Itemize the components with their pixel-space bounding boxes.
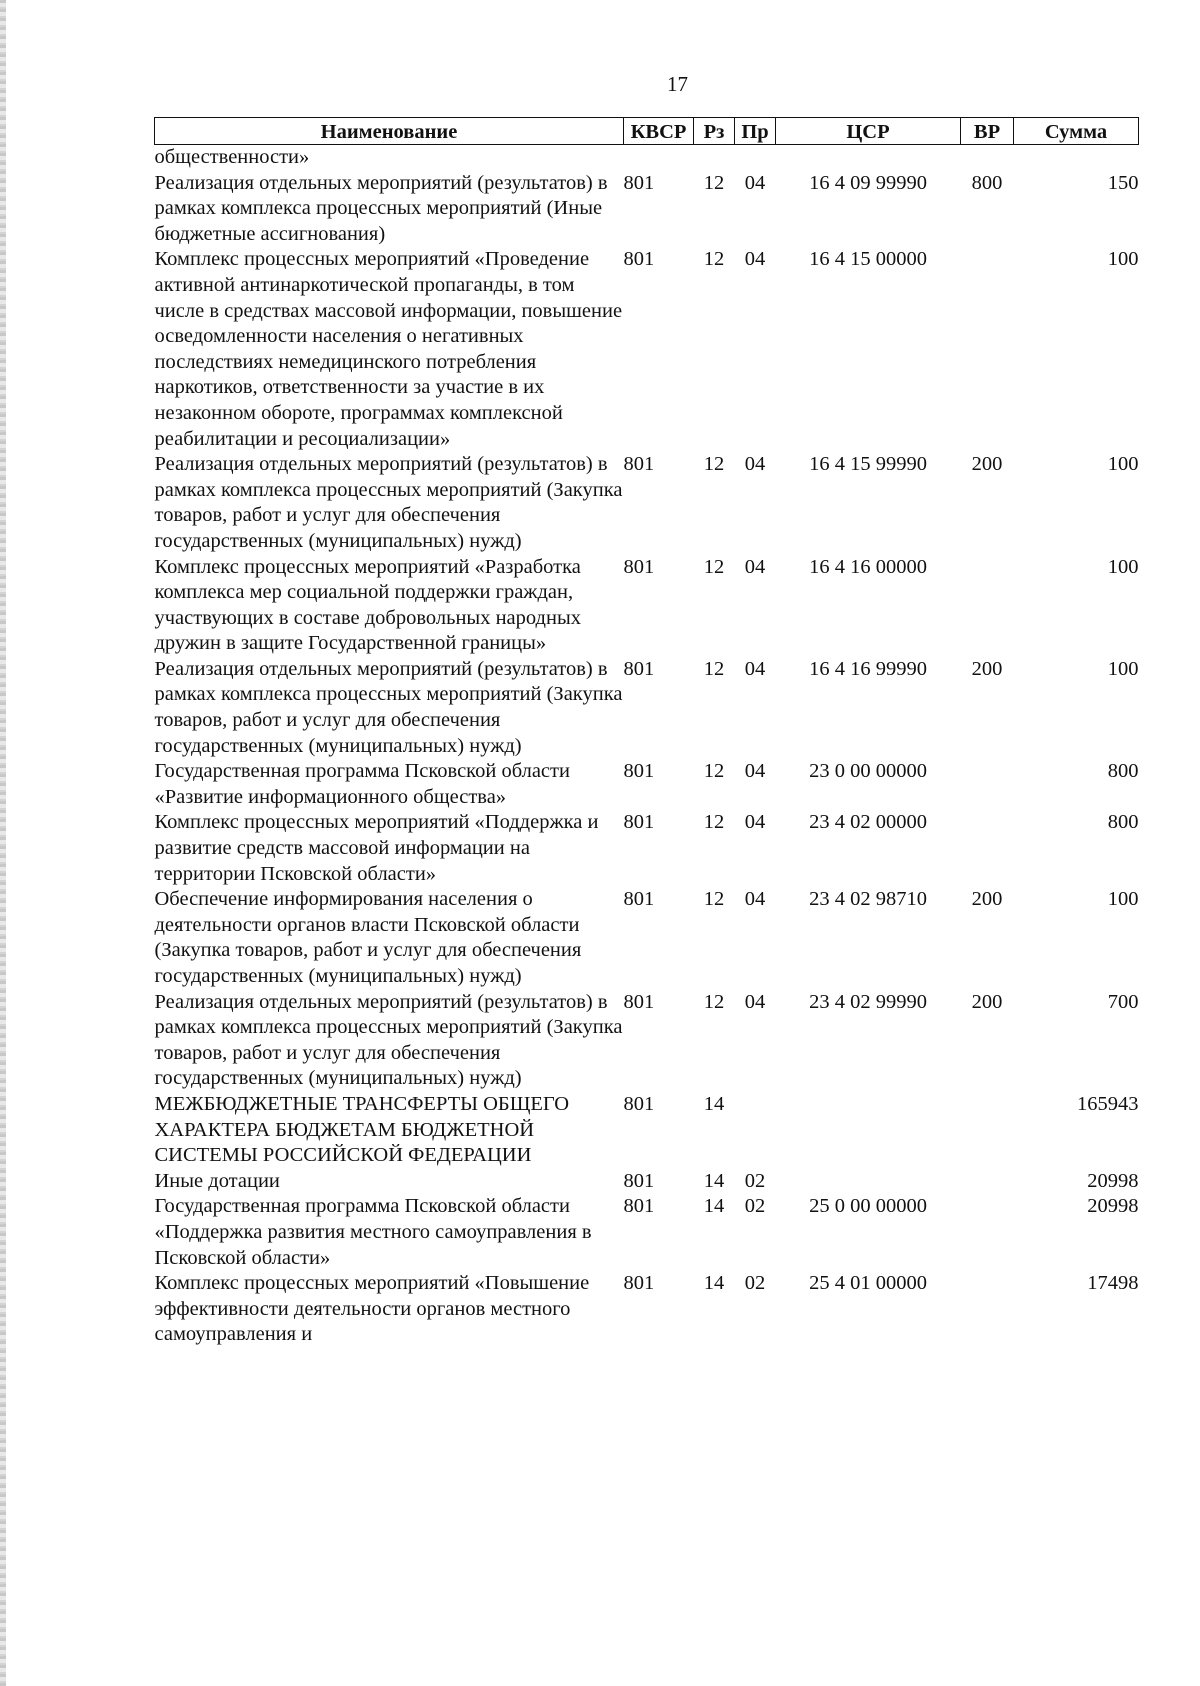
cell-name: Реализация отдельных мероприятий (результатов) в рамках комплекса процессных мероприятий (Закупка товаров, работ и услуг для обеспечения государственных (муниципальных) нужд) [154, 453, 623, 552]
cell-rz [694, 145, 735, 171]
cell-pr [735, 145, 776, 171]
cell-name: МЕЖБЮДЖЕТНЫЕ ТРАНСФЕРТЫ ОБЩЕГО ХАРАКТЕРА БЮДЖЕТАМ БЮДЖЕТНОЙ СИСТЕМЫ РОССИЙСКОЙ ФЕДЕРАЦИИ [154, 1092, 570, 1167]
cell-csr: 16 4 15 99990 [809, 453, 927, 476]
cell-rz: 12 [703, 171, 725, 194]
cell-pr: 04 [744, 990, 766, 1013]
cell-kvsr: 801 [623, 1195, 655, 1218]
cell-kvsr: 801 [623, 555, 655, 578]
cell-sum [1014, 145, 1139, 171]
cell-name: Обеспечение информирования населения о деятельности органов власти Псковской области (Закупка товаров, работ и услуг для обеспечения государственных (муниципальных) нужд) [154, 888, 582, 987]
table-row [155, 247, 1139, 452]
cell-name: Государственная программа Псковской области «Поддержка развития местного самоуправления в Псковской области» [154, 1195, 592, 1269]
cell-name: Комплекс процессных мероприятий «Повышение эффективности деятельности органов местного самоуправления и [154, 1272, 590, 1346]
cell-csr [776, 1169, 961, 1195]
cell-vr [961, 145, 1014, 171]
scan-edge-artifact [0, 0, 6, 1686]
cell-csr: 25 4 01 00000 [809, 1272, 927, 1295]
cell-vr: 200 [971, 453, 1003, 476]
header-pr: Пр [735, 118, 776, 145]
cell-name: общественности» [154, 146, 310, 168]
cell-csr: 23 4 02 00000 [809, 811, 927, 834]
cell-rz: 14 [703, 1272, 725, 1295]
cell-kvsr: 801 [623, 453, 655, 476]
cell-vr [961, 247, 1014, 452]
cell-sum: 100 [1107, 657, 1139, 680]
cell-sum: 20998 [1087, 1195, 1139, 1218]
table-row [155, 759, 1139, 810]
cell-rz: 12 [703, 990, 725, 1013]
cell-pr: 04 [744, 760, 766, 783]
cell-sum: 165943 [1077, 1092, 1139, 1115]
cell-vr [961, 555, 1014, 657]
cell-vr [961, 1092, 1014, 1169]
table-row [155, 1169, 1139, 1195]
cell-rz: 14 [703, 1092, 725, 1115]
cell-csr [776, 145, 961, 171]
cell-name: Реализация отдельных мероприятий (результатов) в рамках комплекса процессных мероприятий (Закупка товаров, работ и услуг для обеспечения государственных (муниципальных) нужд) [154, 990, 623, 1090]
cell-rz: 12 [703, 555, 725, 578]
cell-pr: 04 [744, 171, 766, 194]
table-row [155, 145, 1139, 171]
header-csr: ЦСР [776, 118, 961, 145]
cell-pr: 02 [744, 1195, 766, 1218]
cell-rz: 14 [703, 1169, 725, 1192]
table-row [155, 887, 1139, 989]
cell-name: Реализация отдельных мероприятий (результатов) в рамках комплекса процессных мероприятий (Иные бюджетные ассигнования) [154, 171, 608, 245]
table-row [155, 1271, 1139, 1348]
cell-rz: 12 [703, 811, 725, 834]
cell-vr [961, 1169, 1014, 1195]
table-row [155, 1194, 1139, 1271]
cell-name: Комплекс процессных мероприятий «Поддержка и развитие средств массовой информации на территории Псковской области» [154, 811, 599, 885]
cell-kvsr: 801 [623, 990, 655, 1013]
cell-pr [735, 1092, 776, 1169]
cell-vr: 800 [971, 171, 1003, 194]
cell-kvsr: 801 [623, 248, 655, 271]
cell-name: Иные дотации [154, 1169, 280, 1192]
cell-vr [961, 759, 1014, 810]
cell-rz: 12 [703, 657, 725, 680]
cell-rz: 12 [703, 760, 725, 783]
header-sum: Сумма [1014, 118, 1139, 145]
header-name: Наименование [155, 118, 624, 145]
header-kvsr: КВСР [624, 118, 694, 145]
cell-csr: 25 0 00 00000 [809, 1195, 927, 1218]
cell-sum: 800 [1107, 760, 1139, 783]
cell-kvsr: 801 [623, 171, 655, 194]
cell-csr: 23 0 00 00000 [809, 760, 927, 783]
cell-kvsr [624, 145, 694, 171]
cell-sum: 700 [1107, 990, 1139, 1013]
table-row [155, 452, 1139, 554]
cell-vr [961, 1271, 1014, 1348]
cell-vr [961, 810, 1014, 887]
cell-sum: 800 [1107, 811, 1139, 834]
cell-pr: 04 [744, 248, 766, 271]
cell-csr: 23 4 02 98710 [809, 888, 927, 911]
cell-kvsr: 801 [623, 760, 655, 783]
cell-name: Комплекс процессных мероприятий «Проведение активной антинаркотической пропаганды, в том числе в средствах массовой информации, повышение осведомленности населения о негативных последствиях немедицинского потребления наркотиков, ответственности за участие в их незаконном обороте, программах комплексной реабилитации и ресоциализации» [154, 248, 623, 450]
cell-pr: 04 [744, 453, 766, 476]
cell-pr: 04 [744, 888, 766, 911]
header-rz: Рз [694, 118, 735, 145]
cell-pr: 04 [744, 657, 766, 680]
cell-rz: 14 [703, 1195, 725, 1218]
cell-kvsr: 801 [623, 1169, 655, 1192]
table-row [155, 171, 1139, 248]
cell-sum: 100 [1107, 888, 1139, 911]
cell-csr: 16 4 16 99990 [809, 657, 927, 680]
table-header-row [155, 118, 1139, 145]
cell-pr: 04 [744, 811, 766, 834]
cell-sum: 100 [1107, 453, 1139, 476]
table-row [155, 990, 1139, 1092]
cell-csr: 16 4 15 00000 [809, 248, 927, 271]
cell-pr: 04 [744, 555, 766, 578]
cell-sum: 100 [1107, 248, 1139, 271]
cell-csr: 23 4 02 99990 [809, 990, 927, 1013]
cell-vr: 200 [971, 888, 1003, 911]
cell-sum: 150 [1107, 171, 1139, 194]
cell-sum: 17498 [1087, 1272, 1139, 1295]
cell-csr: 16 4 09 99990 [809, 171, 927, 194]
cell-sum: 20998 [1087, 1169, 1139, 1192]
cell-sum: 100 [1107, 555, 1139, 578]
cell-kvsr: 801 [623, 657, 655, 680]
cell-kvsr: 801 [623, 1092, 655, 1115]
cell-vr: 200 [971, 990, 1003, 1013]
cell-csr: 16 4 16 00000 [809, 555, 927, 578]
cell-rz: 12 [703, 888, 725, 911]
page-number: 17 [667, 72, 688, 96]
header-vr: ВР [961, 118, 1014, 145]
cell-csr [776, 1092, 961, 1169]
cell-kvsr: 801 [623, 888, 655, 911]
cell-vr: 200 [971, 657, 1003, 680]
cell-kvsr: 801 [623, 1272, 655, 1295]
cell-name: Реализация отдельных мероприятий (результатов) в рамках комплекса процессных мероприятий (Закупка товаров, работ и услуг для обеспечения государственных (муниципальных) нужд) [154, 657, 623, 757]
cell-name: Комплекс процессных мероприятий «Разработка комплекса мер социальной поддержки граждан, участвующих в составе добровольных народных дружин в защите Государственной границы» [154, 555, 581, 655]
table-row [155, 657, 1139, 759]
cell-pr: 02 [744, 1272, 766, 1295]
cell-rz: 12 [703, 248, 725, 271]
table-row [155, 810, 1139, 887]
budget-table [154, 117, 1139, 1348]
cell-vr [961, 1194, 1014, 1271]
cell-kvsr: 801 [623, 811, 655, 834]
table-row [155, 555, 1139, 657]
cell-rz: 12 [703, 453, 725, 476]
table-row [155, 1092, 1139, 1169]
cell-pr: 02 [744, 1169, 766, 1192]
cell-name: Государственная программа Псковской области «Развитие информационного общества» [154, 760, 570, 808]
